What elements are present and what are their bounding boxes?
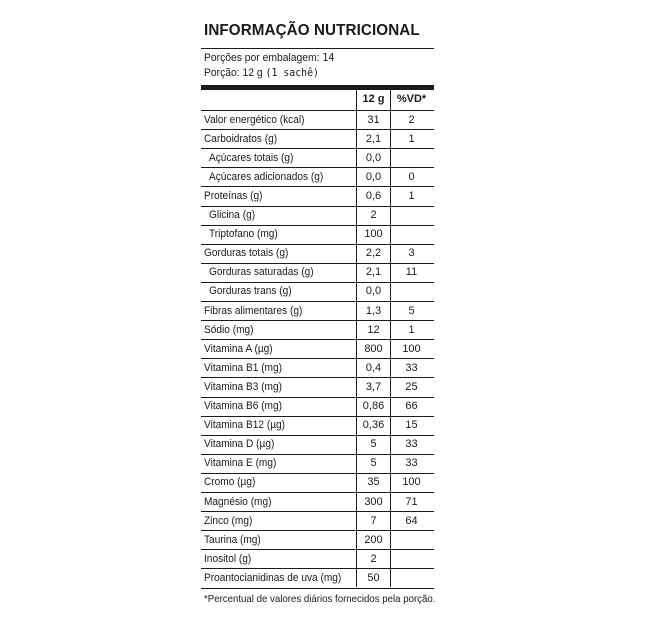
- nutrient-name: Carboidratos (g): [204, 132, 278, 145]
- nutrient-daily-value: 15: [405, 419, 418, 432]
- nutrient-name: Açúcares totais (g): [209, 151, 294, 164]
- nutrient-amount: 50: [367, 571, 380, 584]
- nutrient-amount: 5: [370, 438, 377, 451]
- nutrient-amount: 0,4: [365, 361, 382, 374]
- nutrient-daily-value: 33: [405, 457, 418, 470]
- nutrient-daily-value: [391, 225, 432, 244]
- header-amount: 12 g: [362, 93, 385, 105]
- nutrient-name: Fibras alimentares (g): [204, 304, 303, 317]
- nutrient-amount: 800: [364, 342, 383, 355]
- nutrient-amount: 0,86: [362, 400, 385, 412]
- nutrient-amount: 2,2: [365, 247, 382, 260]
- nutrient-name: Cromo (µg): [204, 476, 256, 489]
- nutrient-daily-value: 2: [408, 113, 415, 126]
- nutrient-amount: 12: [367, 323, 380, 336]
- nutrient-daily-value: [391, 569, 432, 588]
- nutrient-name: Glicina (g): [209, 209, 256, 221]
- nutrient-daily-value: 64: [405, 514, 418, 527]
- nutrient-amount: 2: [370, 209, 377, 221]
- nutrient-name: Sódio (mg): [204, 323, 254, 336]
- nutrient-name: Vitamina E (mg): [204, 457, 277, 470]
- nutrient-name: Vitamina B3 (mg): [204, 380, 282, 393]
- nutrient-name: Vitamina D (µg): [204, 438, 275, 451]
- nutrient-amount: 1,3: [365, 304, 382, 317]
- table-bottom-rule: [201, 588, 434, 589]
- nutrient-name: Triptofano (mg): [209, 228, 278, 241]
- nutrient-amount: 0,0: [365, 170, 382, 183]
- nutrient-name: Vitamina B1 (mg): [204, 361, 282, 374]
- nutrient-name: Vitamina A (µg): [204, 342, 273, 355]
- nutrient-name: Magnésio (mg): [204, 495, 272, 508]
- nutrient-daily-value: [391, 282, 432, 301]
- nutrient-amount: 2,1: [365, 132, 382, 145]
- footnote: *Percentual de valores diários fornecidos pela porção.: [204, 593, 436, 605]
- nutrient-name: Proantocianidinas de uva (mg): [204, 571, 342, 584]
- nutrient-amount: 300: [364, 495, 383, 508]
- nutrient-daily-value: 5: [408, 304, 415, 317]
- nutrient-amount: 31: [367, 113, 380, 126]
- nutrient-daily-value: 33: [405, 438, 418, 451]
- nutrient-daily-value: 25: [405, 380, 418, 393]
- nutrient-name: Proteínas (g): [204, 189, 263, 202]
- nutrient-amount: 100: [364, 228, 383, 241]
- nutrient-amount: 2: [370, 552, 377, 565]
- nutrient-amount: 0,36: [362, 419, 385, 432]
- nutrient-name: Gorduras trans (g): [209, 285, 292, 298]
- nutrient-daily-value: 100: [402, 342, 421, 355]
- nutrient-name: Vitamina B6 (mg): [204, 400, 282, 412]
- nutrient-daily-value: 1: [408, 323, 415, 336]
- panel-title: INFORMAÇÃO NUTRICIONAL: [204, 22, 420, 39]
- nutrient-daily-value: 1: [408, 189, 415, 202]
- nutrient-amount: 5: [370, 457, 377, 470]
- nutrient-daily-value: [391, 149, 432, 168]
- nutrient-daily-value: [391, 206, 432, 225]
- nutrient-name: Taurina (mg): [204, 533, 261, 546]
- nutrient-daily-value: 11: [405, 266, 418, 279]
- nutrient-amount: 3,7: [365, 380, 382, 393]
- nutrient-daily-value: 1: [408, 132, 415, 145]
- nutrient-daily-value: [391, 531, 432, 550]
- nutrient-daily-value: 66: [405, 400, 418, 412]
- nutrient-daily-value: 100: [402, 476, 421, 489]
- nutrient-amount: 0,0: [365, 151, 382, 164]
- servings-per-package: [204, 52, 334, 64]
- nutrient-amount: 35: [367, 476, 380, 489]
- nutrient-name: Inositol (g): [204, 552, 252, 565]
- nutrient-daily-value: 71: [405, 495, 418, 508]
- nutrient-name: Açúcares adicionados (g): [209, 170, 324, 183]
- nutrient-name: Gorduras saturadas (g): [209, 266, 314, 279]
- servings-per-package-label: Porções por embalagem:: [204, 52, 320, 64]
- title-divider: [201, 48, 434, 49]
- nutrition-table: [201, 90, 434, 587]
- portion-size-value: (1 sachê): [265, 67, 320, 79]
- nutrient-name: Vitamina B12 (µg): [204, 419, 286, 432]
- header-daily-value: %VD*: [396, 93, 427, 105]
- nutrient-daily-value: 3: [408, 247, 415, 260]
- nutrition-facts-panel: [201, 0, 434, 641]
- nutrient-amount: 2,1: [365, 266, 382, 279]
- nutrient-daily-value: 33: [405, 361, 418, 374]
- portion-size: [204, 67, 319, 79]
- portion-size-label: Porção: 12 g: [204, 67, 263, 79]
- servings-per-package-value: 14: [322, 52, 335, 64]
- nutrient-amount: 0,6: [365, 189, 382, 202]
- nutrient-name: Zinco (mg): [204, 514, 253, 527]
- nutrient-amount: 7: [370, 514, 377, 527]
- nutrient-daily-value: [391, 550, 432, 569]
- nutrient-name: Gorduras totais (g): [204, 247, 289, 260]
- nutrient-amount: 0,0: [365, 285, 382, 298]
- nutrient-amount: 200: [364, 533, 383, 546]
- nutrient-name: Valor energético (kcal): [204, 113, 305, 126]
- nutrient-daily-value: 0: [408, 170, 415, 183]
